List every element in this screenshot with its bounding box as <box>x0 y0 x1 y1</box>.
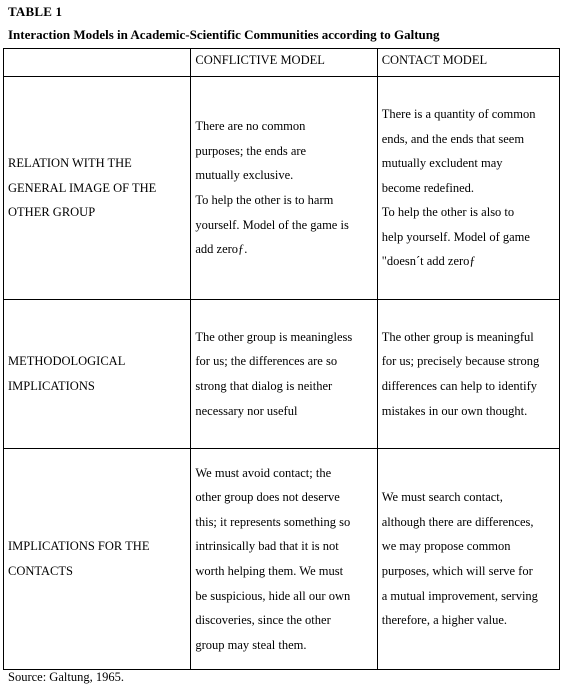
table-row <box>4 300 560 449</box>
cell-contact-methodological: The other group is meaningful for us; precisely because strong differences can help to identify mistakes in our own thought. <box>377 300 559 449</box>
table-header-row <box>4 49 560 77</box>
cell-conflictive-general-image: There are no common purposes; the ends are mutually exclusive. To help the other is to harm yourself. Model of the game is add zeroƒ. <box>191 77 377 300</box>
table-number: TABLE 1 <box>8 4 63 19</box>
table-title: Interaction Models in Academic-Scientific Communities according to Galtung <box>8 27 440 42</box>
header-cell-contact: CONTACT MODEL <box>377 49 559 77</box>
cell-conflictive-methodological: The other group is meaningless for us; the differences are so strong that dialog is neither necessary nor useful <box>191 300 377 449</box>
interaction-models-table <box>3 48 560 670</box>
header-cell-label <box>4 49 191 77</box>
header-cell-conflictive: CONFLICTIVE MODEL <box>191 49 377 77</box>
cell-contact-general-image: There is a quantity of common ends, and the ends that seem mutually excludent may become redefined. To help the other is also to help yourself. Model of game "doesn´t add zeroƒ <box>377 77 559 300</box>
cell-contact-contacts: We must search contact, although there are differences, we may propose common purposes, which will serve for a mutual improvement, serving therefore, a higher value. <box>377 449 559 670</box>
row-label-contacts: IMPLICATIONS FOR THE CONTACTS <box>4 449 191 670</box>
table-row <box>4 77 560 300</box>
row-label-general-image: RELATION WITH THE GENERAL IMAGE OF THE OTHER GROUP <box>4 77 191 300</box>
row-label-methodological: METHODOLOGICAL IMPLICATIONS <box>4 300 191 449</box>
source-note: Source: Galtung, 1965. <box>8 670 124 684</box>
table-row <box>4 449 560 670</box>
cell-conflictive-contacts: We must avoid contact; the other group does not deserve this; it represents something so intrinsically bad that it is not worth helping them. We must be suspicious, hide all our own discoveries, since the other group may steal them. <box>191 449 377 670</box>
